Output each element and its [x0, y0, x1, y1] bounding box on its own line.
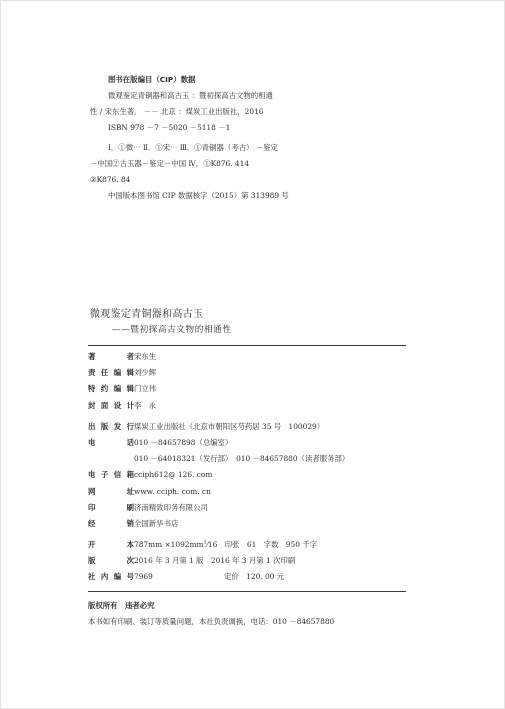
info-label: 特约编辑: [88, 384, 134, 394]
info-value: 2016 年 3 月第 1 版 2016 年 3 月第 1 次印刷: [134, 556, 296, 566]
info-label: 电 话: [88, 437, 134, 447]
info-label: 版 次: [88, 556, 134, 566]
info-value: 李 永: [134, 400, 157, 410]
publication-info: [88, 351, 408, 588]
cip-line: 性 / 宋东生著． －－ 北京 ：煤炭工业出版社，2016: [90, 107, 264, 116]
info-row-email: [88, 469, 408, 485]
info-row-serial: [88, 571, 408, 587]
cip-line: ②K876. 84: [90, 175, 131, 184]
info-label: 经 销: [88, 518, 134, 528]
info-label: 责任编辑: [88, 368, 134, 378]
info-row-distributor: [88, 518, 408, 534]
divider-top: [88, 345, 406, 346]
cip-block: [90, 72, 390, 204]
info-label: 著 者: [88, 352, 134, 361]
info-value: www. cciph. com. cn: [134, 486, 211, 496]
info-value: 门立伟: [134, 384, 157, 394]
rights-heading: 版权所有 违者必究: [88, 601, 155, 610]
cip-line: 中国版本图书馆 CIP 数据核字（2015）第 313989 号: [108, 191, 289, 200]
info-row-website: [88, 486, 408, 502]
info-value: 济南精致印务有限公司: [134, 502, 208, 512]
info-row-printer: [88, 502, 408, 518]
info-value: 010 －84657898（总编室）: [134, 437, 233, 447]
info-value: 宋东生: [134, 352, 157, 361]
info-label: 出版发行: [88, 421, 134, 431]
rights-notice: 本书如有印刷、装订等质量问题，本社负责调换，电话：010 －84657880: [88, 617, 335, 626]
book-title: 微观鉴定青铜器和高古玉: [90, 309, 204, 320]
format-sheets: 印张 61 字数 950 千字: [217, 540, 318, 550]
cip-heading: 图书在版编目（CIP）数据: [108, 75, 196, 84]
info-value: 全国新华书店: [134, 518, 179, 528]
info-value: [134, 539, 317, 550]
cip-line: Ⅰ．①微⋯ Ⅱ．①宋⋯ Ⅲ．①青铜器（考古） －鉴定: [108, 143, 278, 152]
info-row-phone: [88, 437, 408, 453]
info-row-cover-design: [88, 400, 408, 416]
info-row-publisher: [88, 421, 408, 437]
price: 定价 120. 00 元: [224, 572, 285, 582]
info-value: 010 －64018321（发行部） 010 －84657880（读者服务部）: [134, 454, 350, 464]
info-value: 刘少辉: [134, 368, 157, 378]
info-label: 开 本: [88, 540, 134, 550]
divider-bottom: [88, 591, 406, 592]
info-value: cciph612@ 126. com: [134, 470, 213, 480]
rights-block: [88, 598, 408, 630]
info-value: 7969: [134, 572, 153, 582]
info-row-format: [88, 539, 408, 555]
format-fraction: ⁄16: [206, 540, 218, 550]
info-row-author: [88, 351, 408, 367]
info-value: 煤炭工业出版社（北京市朝阳区芍药居 35 号 100029）: [134, 421, 325, 431]
book-subtitle: ——暨初探高古文物的相通性: [112, 325, 232, 335]
info-label: 封面设计: [88, 400, 134, 410]
cip-line: ISBN 978 －7 －5020 －5118 －1: [108, 123, 231, 132]
info-row-edition: [88, 555, 408, 571]
info-row-editor: [88, 367, 408, 383]
info-row-phone-continued: [88, 453, 408, 469]
format-size: 787mm ×1092mm: [134, 540, 204, 550]
info-label: 电子信箱: [88, 470, 134, 480]
info-row-special-editor: [88, 383, 408, 399]
info-label: 印 刷: [88, 502, 134, 512]
cip-line: 微观鉴定青铜器和高古玉 ：暨初探高古文物的相通: [108, 91, 273, 100]
format-sup: 1: [203, 539, 207, 546]
info-label: 网 址: [88, 486, 134, 496]
info-label: 社内编号: [88, 572, 134, 582]
cip-line: －中国②古玉器－鉴定－中国 Ⅳ．①K876. 414: [90, 159, 250, 168]
